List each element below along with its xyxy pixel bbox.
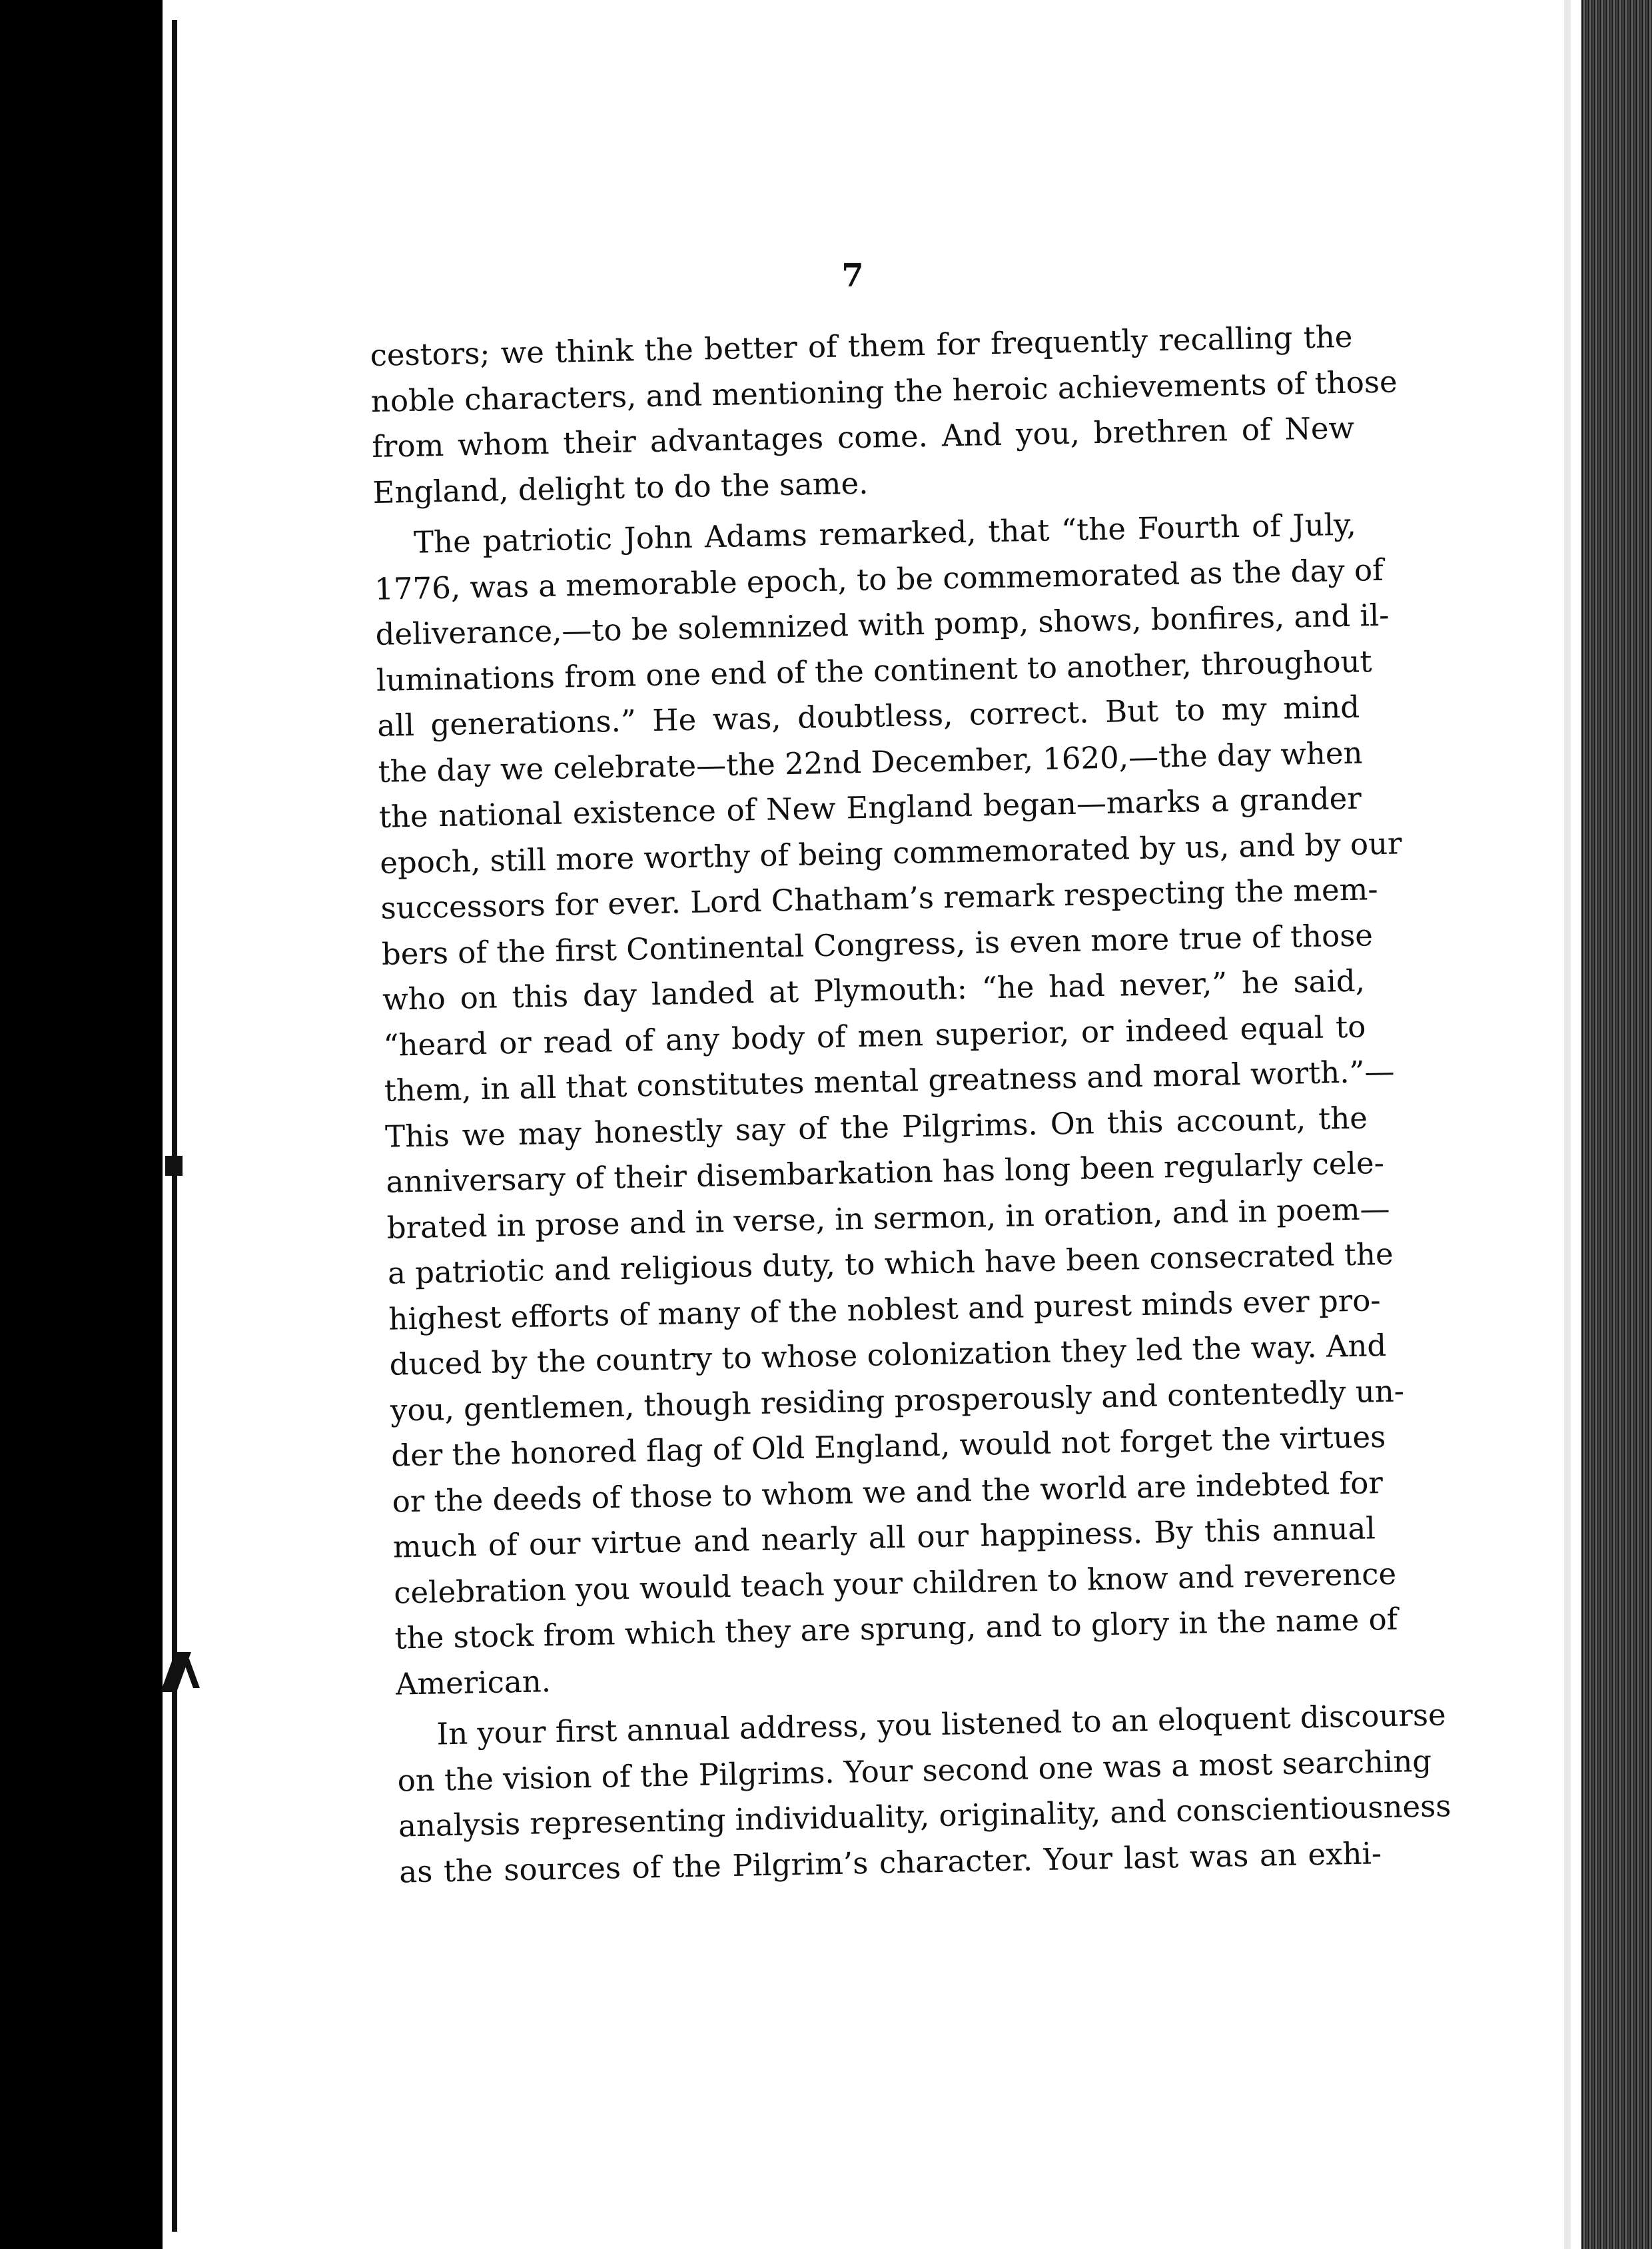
text-line: from whom their advantages come. And you, brethren of New [371,410,1355,464]
text-line: 1776, was a memorable epoch, to be commemorated as the day of [374,552,1384,607]
text-line: epoch, still more worthy of being commemorated by us, and by our [379,825,1403,881]
page-edges-stack [1581,0,1652,2249]
text-line: In your first annual address, you listened to an eloquent discourse [436,1697,1447,1752]
text-line: who on this day landed at Plymouth: “he had never,” he said, [382,963,1366,1017]
text-line: England, delight to do the same. [372,465,869,510]
text-line: noble characters, and mentioning the heroic achievements of those [370,363,1398,419]
text-line: This we may honestly say of the Pilgrims. On this account, the [384,1099,1368,1154]
text-line: all generations.” He was, doubtless, correct. But to my mind [376,689,1360,743]
text-line: deliverance,—to be solemnized with pomp, shows, bonfires, and il- [375,597,1390,652]
text-line: American. [395,1663,552,1702]
text-line: much of our virtue and nearly all our happiness. By this annual [392,1510,1376,1565]
text-line: luminations from one end of the continent to another, throughout [376,643,1373,698]
text-line: successors for ever. Lord Chatham’s remark respecting the mem- [380,871,1378,926]
text-line: the stock from which they are sprung, and to glory in the name of [394,1601,1398,1656]
binding-edge [172,20,177,2232]
text-line: or the deeds of those to whom we and the world are indebted for [392,1464,1384,1520]
text-line: a patriotic and religious duty, to which have been consecrated the [387,1236,1394,1291]
text-line: them, in all that constitutes mental greatness and moral worth.”— [384,1053,1396,1109]
text-line: The patriotic John Adams remarked, that “the Fourth of July, [413,506,1357,560]
body-text [370,314,1451,1895]
page-edge [1564,0,1571,2249]
text-line: bers of the first Continental Congress, is even more true of those [381,917,1374,972]
text-line: the day we celebrate—the 22nd December, 1620,—the day when [378,735,1363,789]
text-line: celebration you would teach your children to know and reverence [393,1556,1397,1611]
text-line: cestors; we think the better of them for frequently recalling the [370,318,1353,373]
text-line: brated in prose and in verse, in sermon, in oration, and in poem— [386,1190,1390,1246]
page-number: 7 [841,257,864,294]
text-line: analysis representing individuality, originality, and conscientiousness [398,1788,1451,1844]
text-line: anniversary of their disembarkation has long been regularly cele- [385,1145,1385,1200]
text-line: duced by the country to whose colonization they led the way. And [389,1327,1387,1382]
binding-mark [165,1156,183,1176]
text-line: the national existence of New England began—marks a grander [378,780,1362,835]
text-line: as the sources of the Pilgrim’s character. Your last was an exhi- [398,1835,1382,1890]
text-line: der the honored flag of Old England, would not forget the virtues [390,1419,1386,1474]
text-line: you, gentlemen, though residing prosperously and contentedly un- [390,1372,1405,1428]
text-line: highest efforts of many of the noblest and purest minds ever pro- [388,1282,1382,1337]
text-line: on the vision of the Pilgrims. Your second one was a most searching [397,1743,1432,1799]
text-line: “heard or read of any body of men superior, or indeed equal to [383,1008,1366,1063]
